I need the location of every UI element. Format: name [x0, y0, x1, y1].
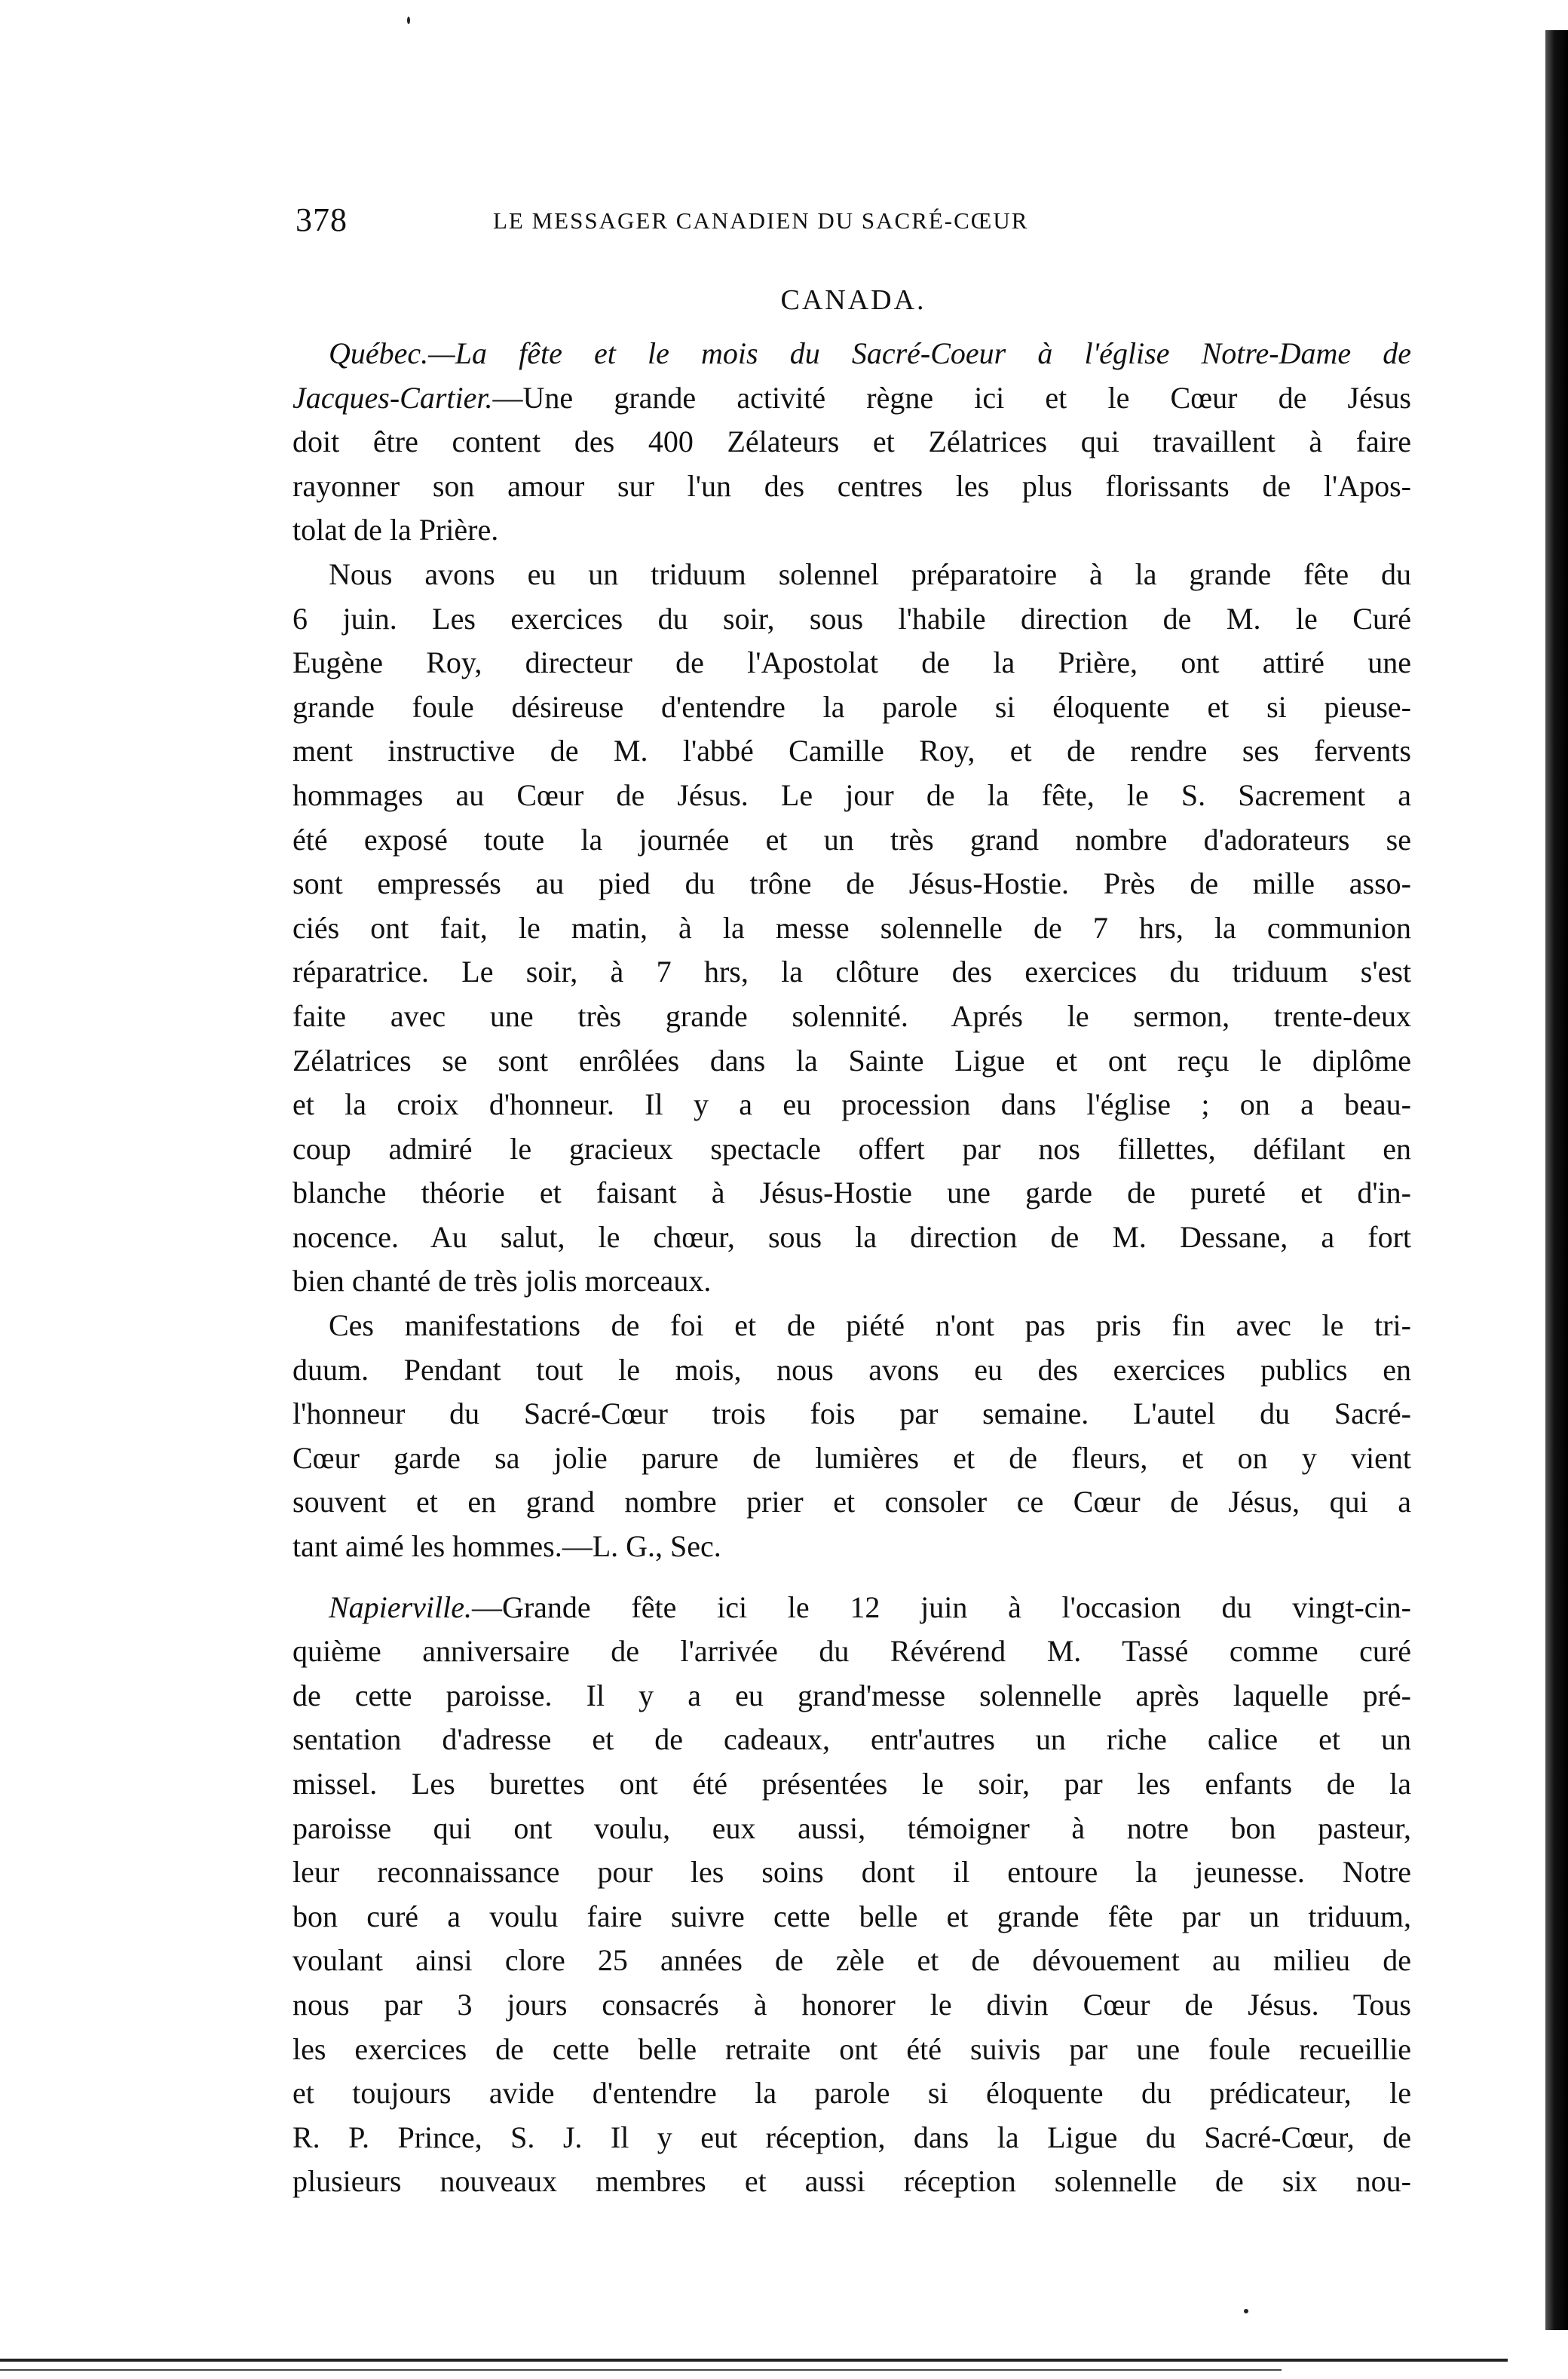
text-line: Ces manifestations de foi et de piété n'ont pas pris fin avec le tri-	[329, 1308, 1411, 1343]
location-heading-quebec-cont: Jacques-Cartier.	[292, 380, 493, 415]
text-line: tolat de la Prière.	[292, 513, 499, 547]
text-line: nocence. Au salut, le chœur, sous la direction de M. Dessane, a fort	[292, 1219, 1411, 1254]
text-line: bien chanté de très jolis morceaux.	[292, 1264, 712, 1298]
bottom-scan-rule	[0, 2359, 1508, 2362]
text-line: bon curé a voulu faire suivre cette belle et grande fête par un triduum,	[292, 1899, 1411, 1933]
running-title: LE MESSAGER CANADIEN DU SACRÉ-CŒUR	[493, 207, 1029, 234]
text-line: 6 juin. Les exercices du soir, sous l'habile direction de M. le Curé	[292, 601, 1411, 636]
paragraph-quebec	[292, 332, 1411, 553]
text-line: et toujours avide d'entendre la parole si éloquente du prédicateur, le	[292, 2076, 1411, 2111]
location-heading-napierville: Napierville.	[329, 1590, 472, 1624]
text-line: hommages au Cœur de Jésus. Le jour de la fête, le S. Sacrement a	[292, 777, 1411, 812]
text-line: plusieurs nouveaux membres et aussi réception solennelle de six nou-	[292, 2164, 1411, 2199]
text-line: blanche théorie et faisant à Jésus-Hostie une garde de pureté et d'in-	[292, 1176, 1411, 1210]
page-edge-shadow	[1545, 30, 1568, 2330]
text-line: les exercices de cette belle retraite ont été suivis par une foule recueillie	[292, 2031, 1411, 2066]
bottom-scan-rule-thin	[0, 2369, 1282, 2371]
scan-speck	[407, 17, 410, 24]
text-line: Jacques-Cartier.—Une grande activité règne ici et le Cœur de Jésus	[292, 380, 1411, 415]
text-line: réparatrice. Le soir, à 7 hrs, la clôture des exercices du triduum s'est	[292, 955, 1411, 989]
text-line: missel. Les burettes ont été présentées le soir, par les enfants de la	[292, 1767, 1411, 1801]
text-line: rayonner son amour sur l'un des centres les plus florissants de l'Apos-	[292, 468, 1411, 503]
text-line: Zélatrices se sont enrôlées dans la Sainte Ligue et ont reçu le diplôme	[292, 1043, 1411, 1078]
text-line: l'honneur du Sacré-Cœur trois fois par semaine. L'autel du Sacré-	[292, 1396, 1411, 1431]
paragraph-triduum	[292, 553, 1411, 1304]
location-heading-quebec: Québec.—La fête et le mois du Sacré-Coeur à l'église Notre-Dame de	[329, 336, 1411, 370]
text-line: Cœur garde sa jolie parure de lumières et de fleurs, et on y vient	[292, 1440, 1411, 1475]
text-line: souvent et en grand nombre prier et consoler ce Cœur de Jésus, qui a	[292, 1485, 1411, 1519]
text-line: tant aimé les hommes.—L. G., Sec.	[292, 1529, 721, 1564]
article-body	[292, 332, 1411, 2204]
text-line: duum. Pendant tout le mois, nous avons eu des exercices publics en	[292, 1352, 1411, 1387]
text-line: de cette paroisse. Il y a eu grand'messe solennelle après laquelle pré-	[292, 1678, 1411, 1712]
text-line: sentation d'adresse et de cadeaux, entr'autres un riche calice et un	[292, 1722, 1411, 1757]
page-number: 378	[296, 201, 348, 238]
paragraph-napierville	[292, 1586, 1411, 2204]
text-line: faite avec une très grande solennité. Aprés le sermon, trente-deux	[292, 998, 1411, 1033]
scan-speck	[1244, 2309, 1248, 2313]
text-line: ciés ont fait, le matin, à la messe solennelle de 7 hrs, la communion	[292, 910, 1411, 945]
section-title: CANADA.	[780, 284, 926, 316]
text-line: doit être content des 400 Zélateurs et Zélatrices qui travaillent à faire	[292, 425, 1411, 459]
text-line: été exposé toute la journée et un très grand nombre d'adorateurs se	[292, 822, 1411, 857]
text-line: ment instructive de M. l'abbé Camille Roy, et de rendre ses fervents	[292, 734, 1411, 768]
text-line: Napierville.—Grande fête ici le 12 juin à l'occasion du vingt-cin-	[329, 1590, 1411, 1624]
text-line: quième anniversaire de l'arrivée du Révérend M. Tassé comme curé	[292, 1634, 1411, 1669]
text-line: nous par 3 jours consacrés à honorer le divin Cœur de Jésus. Tous	[292, 1987, 1411, 2022]
text-line: Eugène Roy, directeur de l'Apostolat de la Prière, ont attiré une	[292, 645, 1411, 680]
text-line	[292, 332, 1411, 376]
text-line: leur reconnaissance pour les soins dont il entoure la jeunesse. Notre	[292, 1855, 1411, 1890]
text-line: et la croix d'honneur. Il y a eu procession dans l'église ; on a beau-	[292, 1087, 1411, 1122]
text-line: voulant ainsi clore 25 années de zèle et de dévouement au milieu de	[292, 1943, 1411, 1978]
text-line: paroisse qui ont voulu, eux aussi, témoigner à notre bon pasteur,	[292, 1810, 1411, 1845]
text-line: Nous avons eu un triduum solennel préparatoire à la grande fête du	[329, 556, 1411, 591]
text-line: grande foule désireuse d'entendre la parole si éloquente et si pieuse-	[292, 689, 1411, 724]
text-line: sont empressés au pied du trône de Jésus-Hostie. Près de mille asso-	[292, 866, 1411, 901]
text-line: R. P. Prince, S. J. Il y eut réception, dans la Ligue du Sacré-Cœur, de	[292, 2120, 1411, 2154]
text-line: coup admiré le gracieux spectacle offert par nos fillettes, défilant en	[292, 1131, 1411, 1166]
paragraph-manifestations	[292, 1304, 1411, 1569]
page-header	[296, 198, 1411, 243]
